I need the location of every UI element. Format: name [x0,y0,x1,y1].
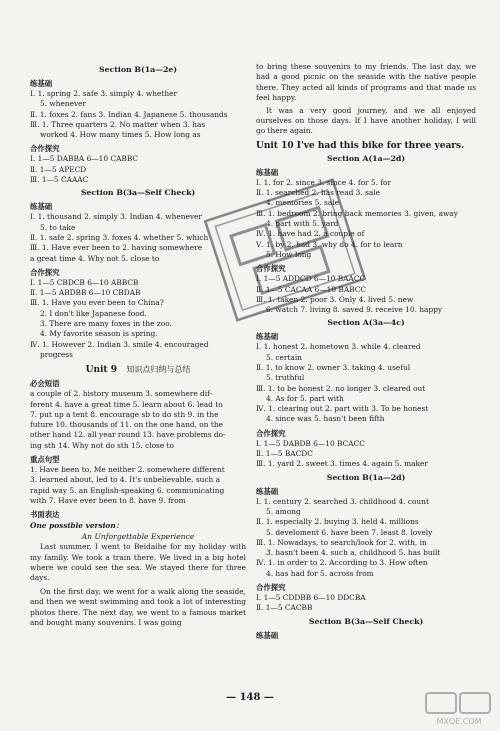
essay-label: One possible version： [30,521,124,531]
essay-paragraph: It was a very good journey, and we all enjoyed ourselves on those days. If I have another holiday, I will go there again. [256,105,476,136]
label-practice: 练基础 [256,332,279,342]
answer-line: 3. hasn't been 4. such a, childhood 5. has built [266,548,441,558]
answer-line: 5. How long [266,249,312,259]
answer-line: Ⅰ. 1—5 CBDCB 6—10 ABBCB [30,277,139,287]
answer-line: 5. truthful [266,373,305,383]
page-number-value: 148 [239,692,261,703]
answer-line: worked 4. How many times 5. How long as [40,130,201,140]
answer-line: 5. to take [40,222,76,232]
section-title: Section A(1a—2d) [326,153,406,163]
answer-line: Ⅱ. 1. foxes 2. fans 3. Indian 4. Japanese 5. thousands [30,109,228,119]
answer-line: Ⅲ. 1. Have you ever been to China? [30,298,164,308]
section-title: Section B(3a—Self Check) [308,616,424,626]
answer-line: Ⅱ. 1—5 CACBB [256,603,313,613]
answer-line: 4. As for 5. part with [266,393,344,403]
answer-line: Ⅰ. 1. for 2. since 3. since 4. for 5. for [256,177,392,187]
answer-line: Ⅰ. 1—5 DABDB 6—10 BCACC [256,438,365,448]
answer-line: 4. has had for 5. across from [266,568,374,578]
answer-line: Ⅰ. 1—5 CDDBB 6—10 DDCBA [256,593,366,603]
label-practice: 练基础 [30,202,53,212]
answer-line: 5. certain [266,352,302,362]
section-title: Section B(1a—2e) [98,65,178,74]
watermark-text: MXQE.COM [436,717,482,726]
answer-line: Ⅲ. 1—5 CAAAC [30,175,89,185]
essay-paragraph: to bring these souvenirs to my friends. The last day, we had a good picnic on the seaside with the native people there. They acted all kinds of programs and that made us feel happy. [256,62,476,103]
unit-subtitle: 知识点归纳与总结 [126,365,191,375]
answer-line: 5. whenever [40,99,87,109]
answer-line: Ⅲ. 1. Three quarters 2. No matter when 3. has [30,119,206,129]
page-number: — 148 — [226,692,274,703]
answer-line: Ⅲ. 1. Have ever been to 2. having somewhere [30,243,203,253]
label-practice: 练基础 [30,79,53,88]
label-practice: 练基础 [256,486,279,496]
answer-line: with 7. Have ever been to 8. have 9. from [30,495,186,505]
label-cooperate: 合作探究 [256,264,286,274]
answer-line: 4. memories 5. sale [266,198,339,208]
answer-line: progress [40,349,73,359]
answer-line: Ⅱ. 1. safe 2. spring 3. foxes 4. whether 5. which [30,232,209,242]
answer-line: future 10. thousands of 11. on the one hand, on the [30,420,223,430]
answer-line: Ⅲ. 1. taken 2. poor 3. Only 4. lived 5. new [256,294,414,304]
answer-line: Ⅲ. 1. Nowadays, to search/look for 2. with, in [256,537,427,547]
label-writing: 书面表达 [30,510,60,520]
answer-line: Ⅰ. 1. century 2. searched 3. childhood 4. count [256,496,429,506]
label-practice: 练基础 [256,167,279,177]
answer-line: 7. put up a tent 8. encourage sb to do sth 9. in the [30,409,219,419]
essay-title: An Unforgettable Experience [81,532,195,542]
answer-line: Ⅰ. 1—5 DABBA 6—10 CABBC [30,154,139,164]
answer-line: Ⅰ. 1—5 ADDCD 6—10 BAACC [256,274,366,284]
answer-line: Ⅰ. 1. thousand 2. simply 3. Indian 4. whenever [30,212,202,222]
answer-line: 3. There are many foxes in the zoo. [40,319,172,329]
answer-line: other hand 12. all year round 13. have problems do- [30,430,226,440]
answer-line: Ⅰ. 1. honest 2. hometown 3. while 4. cleared [256,342,421,352]
answer-line: Ⅱ. 1. searched 2. has read 3. sale [256,188,381,198]
answer-line: 4. My favorite season is spring. [40,329,158,339]
label-cooperate: 合作探究 [256,583,286,593]
unit-title: Unit 9 [85,365,117,376]
unit-heading [30,364,246,375]
label-phrases: 必会短语 [30,379,60,389]
label-cooperate: 合作探究 [30,144,60,154]
answer-line: 6. watch 7. living 8. saved 9. receive 10. happy [266,305,443,315]
answer-line: Ⅱ. 1—5 ABDBB 6—10 CBDAB [30,288,141,298]
watermark-logo-icon [424,691,494,727]
answer-line: 5. develoment 6. have been 7. least 8. lovely [266,527,433,537]
answer-line: Ⅱ. 1. to know 2. owner 3. taking 4. useful [256,363,411,372]
essay-paragraph: Last summer, I went to Beidaihe for my holiday with my family. We took a train there. We lived in a big hotel where we could see the sea. We stayed there for three days. [30,542,246,583]
answer-line: 1. Have been to, Me neither 2. somewhere different [30,465,225,475]
answer-line: 2. I don't like Japanese food. [40,308,147,318]
answer-line: 5. among [266,506,301,516]
answer-line: Ⅰ. 1. spring 2. safe 3. simply 4. whether [30,89,178,98]
section-title: Section B(1a—2d) [326,472,406,482]
essay-paragraph: On the first day, we went for a walk along the seaside, and then we went swimming and took a lot of interesting photos there. The next day, we went to a famous market and bought many souvenirs. I was going [30,586,246,628]
answer-line: Ⅳ. 1. However 2. Indian 3. smile 4. encouraged [30,339,209,349]
answer-line: Ⅲ. 1. bedroom 2. bring back memories 3. given, away [256,208,458,218]
answer-line: Ⅳ. 1. have had 2. a couple of [256,229,365,239]
answer-line: Ⅱ. 1—5 BACDC [256,449,313,459]
answer-line: rapid way 5. an English-speaking 6. communicating [30,485,225,495]
left-column [30,62,246,628]
label-practice: 练基础 [256,630,279,640]
answer-line: Ⅳ. 1. in order to 2. According to 3. How often [256,558,428,568]
section-title: Section A(3a—4c) [327,318,405,328]
answer-line: Ⅴ. 1. by 2. had 3. why do 4. for to learn [256,239,403,249]
answer-line: Ⅳ. 1. clearing out 2. part with 3. To be honest [256,404,429,414]
answer-line: Ⅲ. 1. to be honest 2. no longer 3. cleared out [256,383,426,393]
answer-line: a couple of 2. history museum 3. somewhere dif- [30,389,213,399]
answer-line: 3. learned about, led to 4. It's unbelievable, such a [30,475,221,485]
answer-line: Ⅲ. 1. yard 2. sweet 3. times 4. again 5. maker [256,459,428,469]
answer-line: 4. since was 5. hasn't been fifth [266,414,385,424]
answer-line: ing sth 14. Why not do sth 15. close to [30,440,174,450]
section-title: Section B(3a—Self Check) [80,188,196,198]
answer-line: ferent 4. have a great time 5. learn about 6. lead to [30,399,223,409]
answer-line: 4. part with 5. yard [266,219,339,229]
answer-line: a great time 4. Why not 5. close to [30,253,160,263]
answer-line: Ⅱ. 1. especially 2. buying 3. held 4. millions [256,517,419,527]
unit-title: Unit 10 I've had this bike for three years. [256,140,465,151]
label-cooperate: 合作探究 [30,267,60,277]
answer-line: Ⅱ. 1—5 CACAA 6—10 BABCC [256,284,367,294]
label-cooperate: 合作探究 [256,428,286,438]
label-key-sentences: 重点句型 [30,455,60,465]
right-column [256,62,476,641]
answer-line: Ⅱ. 1—5 APECD [30,164,87,174]
